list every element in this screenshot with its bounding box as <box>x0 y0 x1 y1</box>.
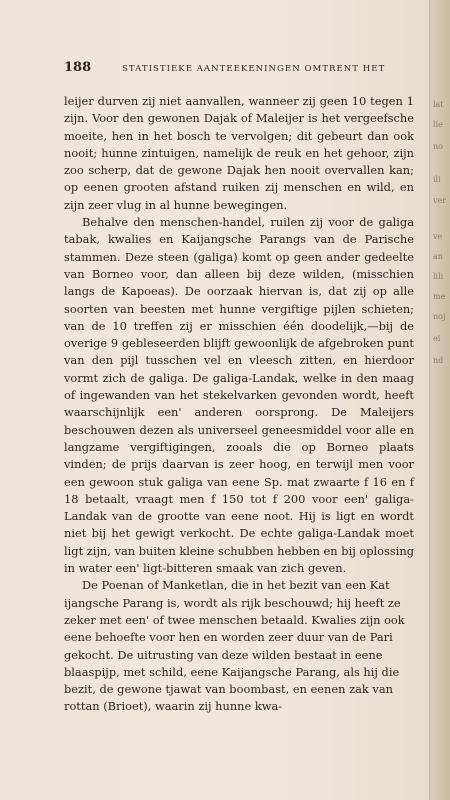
page-header <box>64 60 412 75</box>
gutter-fragment: ili <box>433 175 441 184</box>
gutter-fragment: noj <box>433 312 446 321</box>
gutter-fragment: me <box>433 292 446 301</box>
gutter-fragment: no <box>433 142 443 151</box>
gutter-fragment: lie <box>433 120 443 129</box>
paragraph-3: De Poenan of Manketlan, die in het bezit van een Kat ijangsche Parang is, wordt als rijk beschouwd; hij heeft ze zeker met een' of twee menschen betaald. Kwalies zijn ook eene behoefte voor hen en worden zeer duur van de Pari gekocht. De uitrusting van deze wilden bestaat in eene blaaspijp, met schild, eene Kaijangsche Parang, als hij die bezit, de gewone tjawat van boombast, en eenen zak van rottan (Brioet), waarin zij hunne kwa- <box>64 578 405 714</box>
body-text <box>64 93 414 716</box>
paragraph-1: leijer durven zij niet aanvallen, wanneer zij geen 10 tegen 1 zijn. Voor den gewonen Dajak of Maleijer is het vergeefsche moeite, hen in het bosch te vervolgen; dit gebeurt dan ook nooit; hunne zintuigen, namelijk de reuk en het gehoor, zijn zoo scherp, dat de gewone Dajak hen nooit overvallen kan; op eenen grooten afstand ruiken zij menschen en wild, en zijn zeer vlug in al hunne bewegingen. <box>64 94 414 212</box>
paragraph-2: Behalve den menschen-handel, ruilen zij voor de galiga tabak, kwalies en Kaijangsche Parangs van de Parische stammen. Deze steen (galiga) komt op geen ander gedeelte van Borneo voor, dan alleen bij deze wilden, (misschien langs de Kapoeas). De oorzaak hiervan is, dat zij op alle soorten van beesten met hunne vergiftige pijlen schieten; van de 10 treffen zij er misschien één doodelijk,—bij de overige 9 gebleseerden blijft gewoonlijk de afgebroken punt van den pijl tusschen vel en vleesch zitten, en hierdoor vormt zich de galiga. De galiga-Landak, welke in den maag of ingewanden van het stekelvarken gevonden wordt, heeft waarschijnlijk een' anderen oorsprong. De Maleijers beschouwen dezen als universeel geneesmiddel voor alle en langzame vergiftigingen, zooals die op Borneo plaats vinden; de prijs daarvan is zeer hoog, en terwijl men voor een gewoon stuk galiga van eene Sp. mat zwaarte f 16 en f 18 betaalt, vraagt men f 150 tot f 200 voor een' galiga-Landak van de grootte van eene noot. Hij is ligt en wordt niet bij het gewigt verkocht. De echte galiga-Landak moet ligt zijn, van buiten kleine schubben hebben en bij oplossing in water een' ligt-bitteren smaak van zich geven. <box>64 215 414 576</box>
gutter-fragment: ver <box>433 196 447 205</box>
gutter-fragment: lat <box>433 100 444 109</box>
running-head: STATISTIEKE AANTEEKENINGEN OMTRENT HET <box>122 64 386 74</box>
page-number: 188 <box>64 60 92 75</box>
gutter-fragment: lili <box>433 272 444 281</box>
gutter-fragment: nd <box>433 356 444 365</box>
gutter-fragment: ve <box>433 232 443 241</box>
facing-page-edge <box>429 0 450 800</box>
gutter-fragment: an <box>433 252 443 261</box>
gutter-fragment: ei <box>433 334 441 343</box>
